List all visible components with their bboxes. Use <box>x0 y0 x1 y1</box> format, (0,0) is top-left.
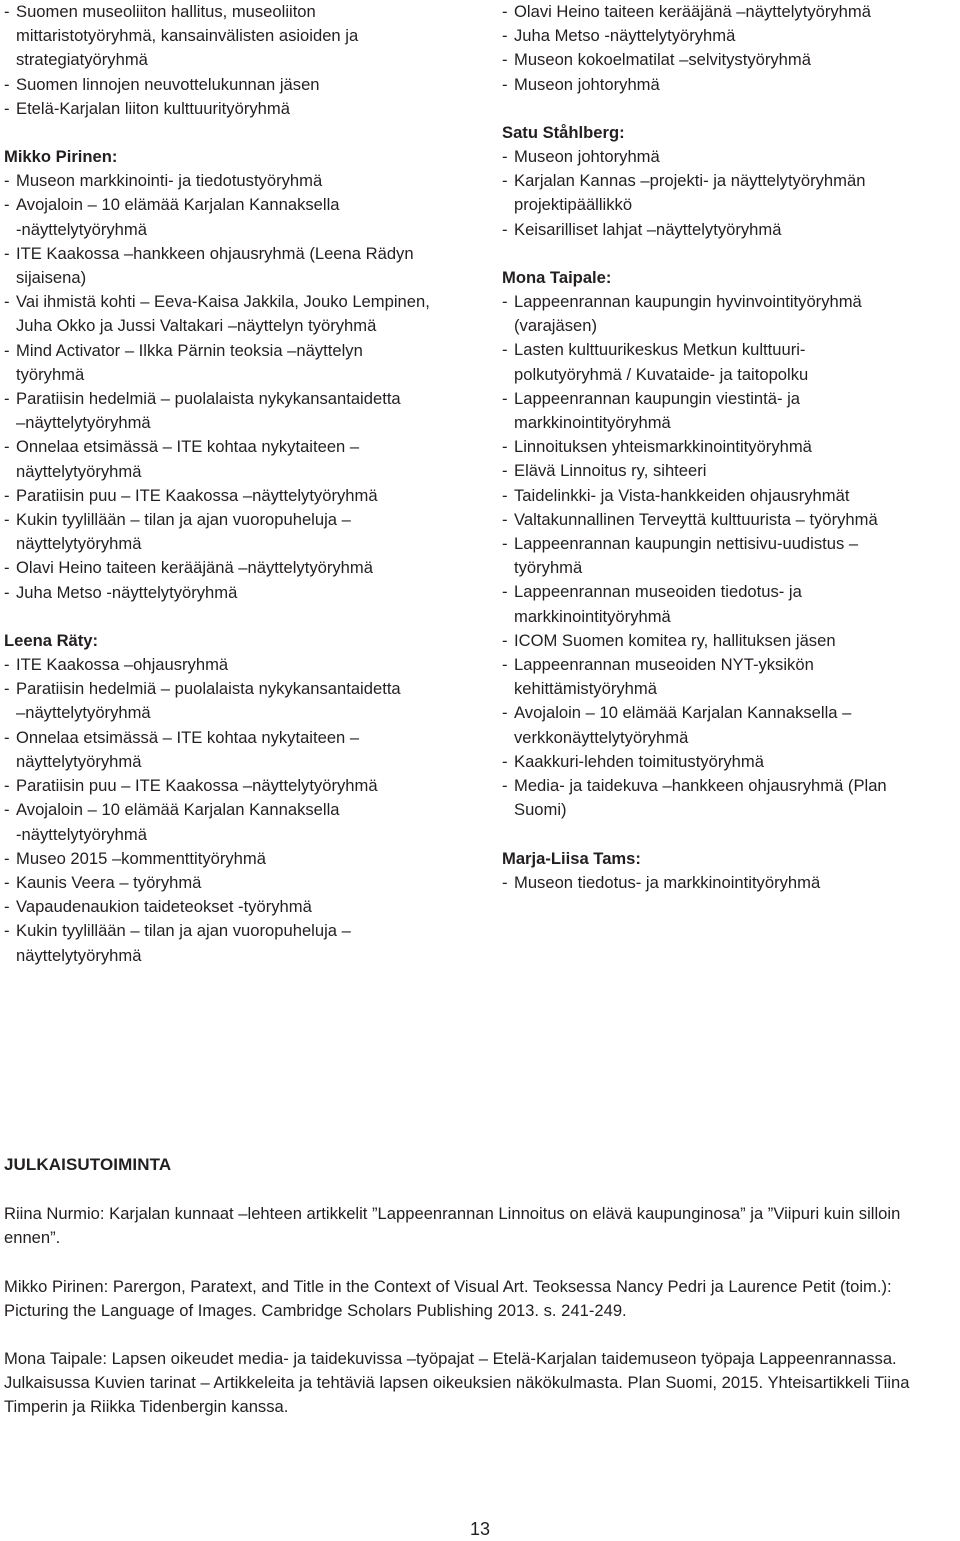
list-item: - Onnelaa etsimässä – ITE kohtaa nykytaiteen – näyttelytyöryhmä <box>4 726 482 774</box>
list-item: - Lappeenrannan museoiden NYT-yksikön kehittämistyöryhmä <box>502 653 954 701</box>
list-item: - Paratiisin hedelmiä – puolalaista nykykansantaidetta –näyttelytyöryhmä <box>4 677 482 725</box>
list-item: - Museon johtoryhmä <box>502 73 954 97</box>
list-item: - Museo 2015 –kommenttityöryhmä <box>4 847 482 871</box>
list-item: - Kaakkuri-lehden toimitustyöryhmä <box>502 750 954 774</box>
right-column <box>502 0 954 895</box>
list-item: - Museon markkinointi- ja tiedotustyöryhmä <box>4 169 482 193</box>
list-item: - Mind Activator – Ilkka Pärnin teoksia –näyttelyn työryhmä <box>4 339 482 387</box>
publication-entry: Mona Taipale: Lapsen oikeudet media- ja taidekuvissa –työpajat – Etelä-Karjalan taidemuseon työpaja Lappeenrannassa. Julkaisussa Kuvien tarinat – Artikkeleita ja tehtäviä lapsen oikeuksien näkökulmasta. Plan Suomi, 2015. Yhteisartikkeli Tiina Timperin ja Riikka Tidenbergin kanssa. <box>4 1349 910 1417</box>
list-item: - Lasten kulttuurikeskus Metkun kulttuuri- polkutyöryhmä / Kuvataide- ja taitopolku <box>502 338 954 386</box>
list-item: - Olavi Heino taiteen kerääjänä –näyttelytyöryhmä <box>4 556 482 580</box>
list-item: - Lappeenrannan kaupungin viestintä- ja markkinointityöryhmä <box>502 387 954 435</box>
page-number: 13 <box>469 1519 491 1539</box>
section-mikko-pirinen <box>4 145 482 605</box>
person-name: Leena Räty: <box>4 630 99 650</box>
task-list <box>4 169 482 605</box>
list-item: - Elävä Linnoitus ry, sihteeri <box>502 459 954 483</box>
publication-entry: Mikko Pirinen: Parergon, Paratext, and Title in the Context of Visual Art. Teoksessa Nancy Pedri ja Laurence Petit (toim.): Picturing the Language of Images. Cambridge Scholars Publishing 2013. s. 241-249. <box>4 1276 892 1320</box>
list-item: - Olavi Heino taiteen kerääjänä –näyttelytyöryhmä <box>502 0 954 24</box>
list-item: - Lappeenrannan kaupungin nettisivu-uudistus – työryhmä <box>502 532 954 580</box>
list-item: - ITE Kaakossa –hankkeen ohjausryhmä (Leena Rädyn sijaisena) <box>4 242 482 290</box>
section-leena-raty <box>4 629 482 968</box>
list-item: - Museon johtoryhmä <box>502 145 954 169</box>
list-item: - Vai ihmistä kohti – Eeva-Kaisa Jakkila, Jouko Lempinen, Juha Okko ja Jussi Valtakari –näyttelyn työryhmä <box>4 290 482 338</box>
section-satu-stahlberg <box>502 121 954 242</box>
list-item: - Paratiisin puu – ITE Kaakossa –näyttelytyöryhmä <box>4 774 482 798</box>
list-item: - Avojaloin – 10 elämää Karjalan Kannaksella -näyttelytyöryhmä <box>4 193 482 241</box>
person-name: Mona Taipale: <box>502 267 612 287</box>
list-item: - Kaunis Veera – työryhmä <box>4 871 482 895</box>
person-name: Marja-Liisa Tams: <box>502 848 641 868</box>
task-list <box>4 653 482 968</box>
list-item: - Onnelaa etsimässä – ITE kohtaa nykytaiteen – näyttelytyöryhmä <box>4 435 482 483</box>
list-item: - Suomen linnojen neuvottelukunnan jäsen <box>4 73 482 97</box>
section-heading: JULKAISUTOIMINTA <box>4 1155 172 1174</box>
person-name: Satu Ståhlberg: <box>502 122 625 142</box>
list-item: - Linnoituksen yhteismarkkinointityöryhmä <box>502 435 954 459</box>
list-item: - Avojaloin – 10 elämää Karjalan Kannaksella – verkkonäyttelytyöryhmä <box>502 701 954 749</box>
person-name: Mikko Pirinen: <box>4 147 118 167</box>
list-item: - Juha Metso -näyttelytyöryhmä <box>4 581 482 605</box>
section-marja-liisa-tams <box>502 847 954 895</box>
list-item: - Taidelinkki- ja Vista-hankkeiden ohjausryhmät <box>502 484 954 508</box>
list-item: - Paratiisin hedelmiä – puolalaista nykykansantaidetta –näyttelytyöryhmä <box>4 387 482 435</box>
left-column <box>4 0 482 968</box>
task-list <box>502 290 954 822</box>
list-item: - Lappeenrannan kaupungin hyvinvointityöryhmä (varajäsen) <box>502 290 954 338</box>
list-item: - Lappeenrannan museoiden tiedotus- ja markkinointityöryhmä <box>502 580 954 628</box>
publications-section <box>4 1153 960 1444</box>
list-item: - Paratiisin puu – ITE Kaakossa –näyttelytyöryhmä <box>4 484 482 508</box>
list-item: - Avojaloin – 10 elämää Karjalan Kannaksella -näyttelytyöryhmä <box>4 798 482 846</box>
list-item: - Museon tiedotus- ja markkinointityöryhmä <box>502 871 954 895</box>
list-item: - ITE Kaakossa –ohjausryhmä <box>4 653 482 677</box>
task-list <box>502 145 954 242</box>
list-item: - Keisarilliset lahjat –näyttelytyöryhmä <box>502 218 954 242</box>
list-item: - Vapaudenaukion taideteokset -työryhmä <box>4 895 482 919</box>
list-item: - Kukin tyylillään – tilan ja ajan vuoropuheluja – näyttelytyöryhmä <box>4 508 482 556</box>
list-item: - Media- ja taidekuva –hankkeen ohjausryhmä (Plan Suomi) <box>502 774 954 822</box>
list-item: - Juha Metso -näyttelytyöryhmä <box>502 24 954 48</box>
list-item: - Etelä-Karjalan liiton kulttuurityöryhmä <box>4 97 482 121</box>
list-item: - Kukin tyylillään – tilan ja ajan vuoropuheluja – näyttelytyöryhmä <box>4 919 482 967</box>
list-item: - Valtakunnallinen Terveyttä kulttuurista – työryhmä <box>502 508 954 532</box>
list-item: - ICOM Suomen komitea ry, hallituksen jäsen <box>502 629 954 653</box>
left-lead-list <box>4 0 482 121</box>
list-item: - Museon kokoelmatilat –selvitystyöryhmä <box>502 48 954 72</box>
list-item: - Karjalan Kannas –projekti- ja näyttelytyöryhmän projektipäällikkö <box>502 169 954 217</box>
right-lead-list <box>502 0 954 97</box>
publication-entry: Riina Nurmio: Karjalan kunnaat –lehteen artikkelit ”Lappeenrannan Linnoitus on elävä kaupunginosa” ja ”Viipuri kuin silloin ennen”. <box>4 1204 901 1248</box>
task-list <box>502 871 954 895</box>
section-mona-taipale <box>502 266 954 823</box>
list-item: - Suomen museoliiton hallitus, museoliiton mittaristotyöryhmä, kansainvälisten asioiden ja strategiatyöryhmä <box>4 0 482 73</box>
